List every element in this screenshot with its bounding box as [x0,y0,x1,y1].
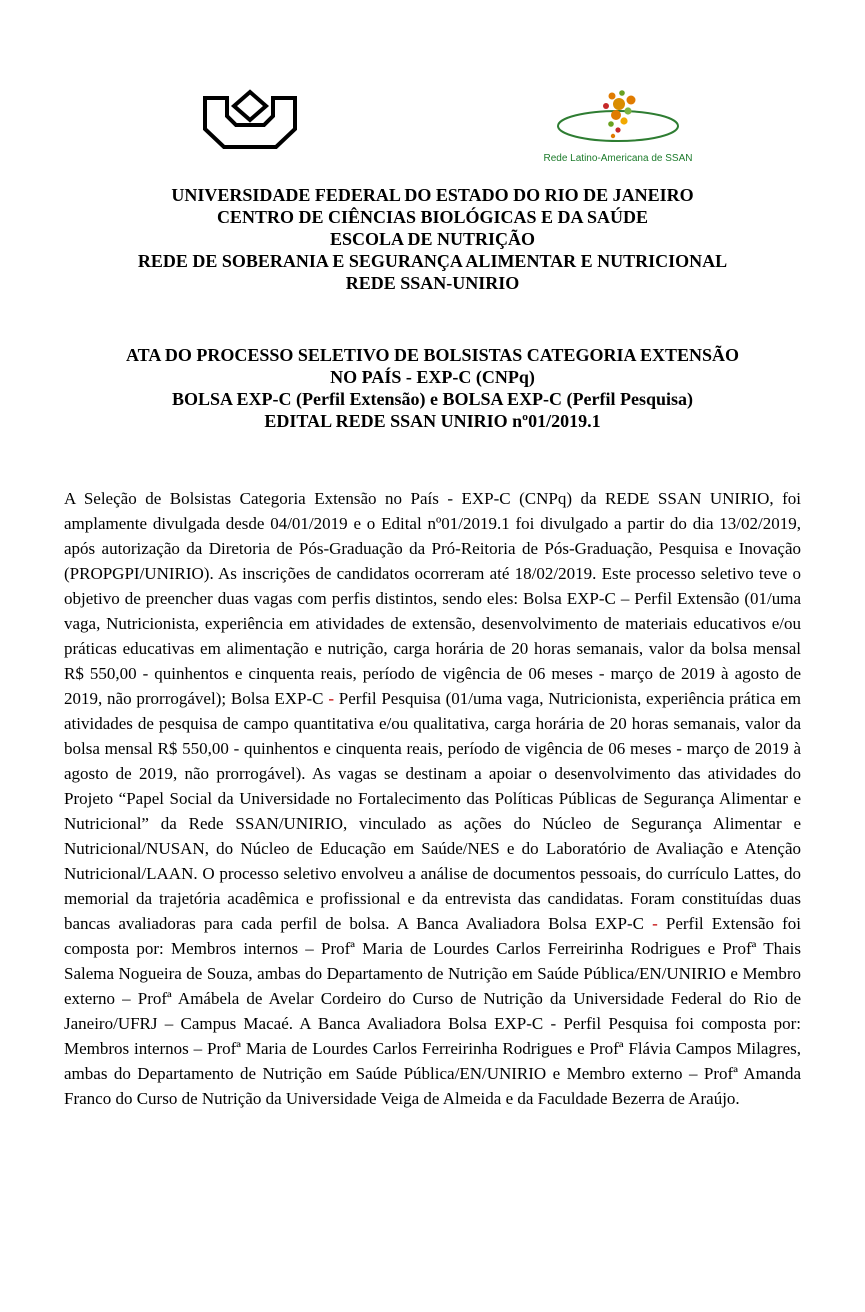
body-text-run: Perfil Pesquisa (01/uma vaga, Nutricionista, experiência prática em atividades de pesquisa de campo quantitativa e/ou qualitativa, carga horária de 20 horas semanais, valor da bolsa mensal R$ 550,00 - quinhentos e cinquenta reais, período de vigência de 06 meses - março de 2019 à agosto de 2019, não prorrogável). As vagas se destinam a apoiar o desenvolvimento das atividades do Projeto “Papel Social da Universidade no Fortalecimento das Políticas Públicas de Segurança Alimentar e Nutricional” da Rede SSAN/UNIRIO, vinculado as ações do Núcleo de Segurança Alimentar e Nutricional/NUSAN, do Núcleo de Educação em Saúde/NES e do Laboratório de Avaliação e Atenção Nutricional/LAAN. O processo seletivo envolveu a análise de documentos pessoais, do currículo Lattes, do memorial da trajetória acadêmica e profissional e da entrevista das candidatas. Foram constituídas duas bancas avaliadoras para cada perfil de bolsa. A Banca Avaliadora Bolsa EXP-C [64,689,801,933]
body-text-run: A Seleção de Bolsistas Categoria Extensão no País - EXP-C (CNPq) da REDE SSAN UNIRIO, foi amplamente divulgada desde 04/01/2019 e o Edital nº01/2019.1 foi divulgado a partir do dia 13/02/2019, após autorização da Diretoria de Pós-Graduação da Pró-Reitoria de Pós-Graduação, Pesquisa e Inovação (PROPGPI/UNIRIO). As inscrições de candidatos ocorreram até 18/02/2019. Este processo seletivo teve o objetivo de preencher duas vagas com perfis distintos, sendo eles: Bolsa EXP-C – Perfil Extensão (01/uma vaga, Nutricionista, experiência em atividades de extensão, desenvolvimento de materiais educativos e/ou práticas educativas em alimentação e nutrição, carga horária de 20 horas semanais, valor da bolsa mensal R$ 550,00 - quinhentos e cinquenta reais, período de vigência de 06 meses - março de 2019 à agosto de 2019, não prorrogável); Bolsa EXP-C [64,489,801,708]
unirio-logo [197,85,303,161]
document-title [0,344,865,432]
institution-header-line: UNIVERSIDADE FEDERAL DO ESTADO DO RIO DE JANEIRO [171,185,694,205]
rede-ssan-logo-icon [550,86,686,146]
institution-header [0,184,865,294]
institution-header-line: ESCOLA DE NUTRIÇÃO [329,229,536,249]
rede-ssan-logo [528,86,708,164]
institution-header-line: REDE DE SOBERANIA E SEGURANÇA ALIMENTAR E NUTRICIONAL [137,251,728,271]
document-title-line: NO PAÍS - EXP-C (CNPq) [330,367,535,387]
body-paragraph [64,486,801,1111]
document-title-line: ATA DO PROCESSO SELETIVO DE BOLSISTAS CATEGORIA EXTENSÃO [126,345,739,365]
document-title-line: EDITAL REDE SSAN UNIRIO nº01/2019.1 [264,411,601,431]
document-title-line: BOLSA EXP-C (Perfil Extensão) e BOLSA EXP-C (Perfil Pesquisa) [172,389,693,409]
institution-header-line: CENTRO DE CIÊNCIAS BIOLÓGICAS E DA SAÚDE [216,207,649,227]
body-text-run: - [328,689,334,708]
unirio-logo-icon [197,85,303,161]
body-text-run: Perfil Extensão foi composta por: Membros internos – Profª Maria de Lourdes Carlos Ferreirinha Rodrigues e Profª Thais Salema Nogueira de Souza, ambas do Departamento de Nutrição em Saúde Pública/EN/UNIRIO e Membro externo – Profª Amábela de Avelar Cordeiro do Curso de Nutrição da Universidade Federal do Rio de Janeiro/UFRJ – Campus Macaé. A Banca Avaliadora Bolsa EXP-C - Perfil Pesquisa foi composta por: Membros internos – Profª Maria de Lourdes Carlos Ferreirinha Rodrigues e Profª Flávia Campos Milagres, ambas do Departamento de Nutrição em Saúde Pública/EN/UNIRIO e Membro externo – Profª Amanda Franco do Curso de Nutrição da Universidade Veiga de Almeida e da Faculdade Bezerra de Araújo. [64,914,802,1108]
institution-header-line: REDE SSAN-UNIRIO [345,273,520,293]
rede-ssan-logo-caption: Rede Latino-Americana de SSAN [543,153,693,164]
body-text-run: - [652,914,658,933]
